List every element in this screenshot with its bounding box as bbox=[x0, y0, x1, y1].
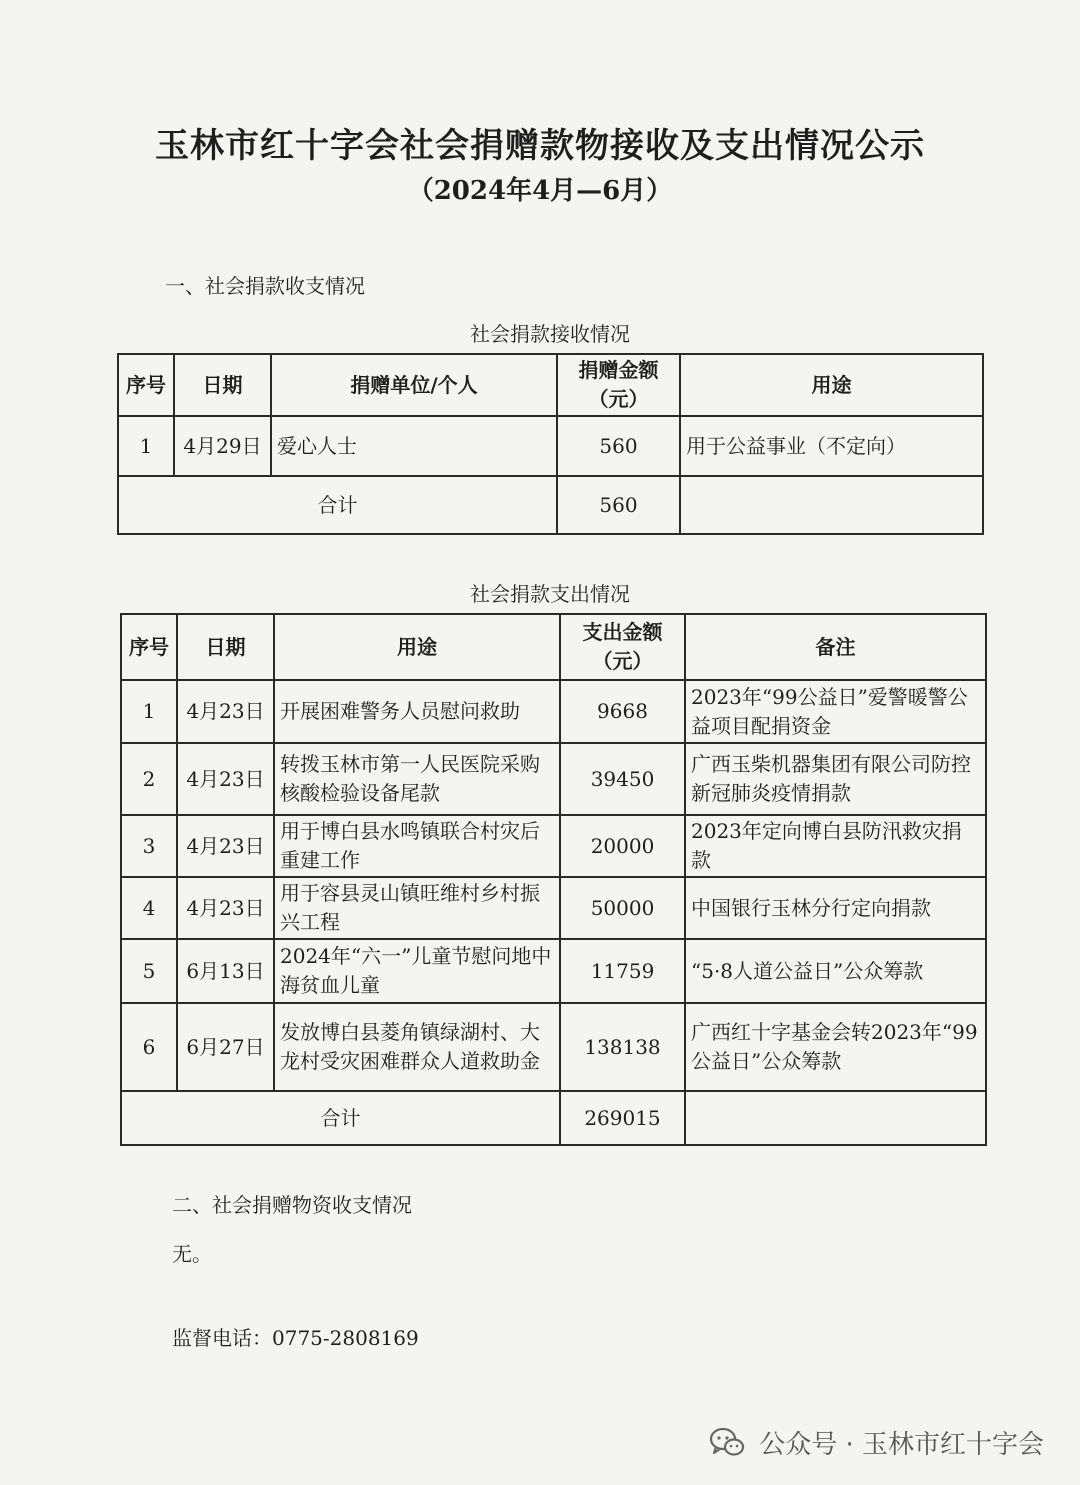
supervision-phone: 监督电话：0775-2808169 bbox=[172, 1326, 419, 1350]
total-label: 合计 bbox=[121, 1091, 560, 1145]
total-row bbox=[121, 1091, 986, 1145]
cell-purpose: 发放博白县菱角镇绿湖村、大龙村受灾困难群众人道救助金 bbox=[274, 1003, 560, 1091]
cell-amount: 9668 bbox=[560, 680, 685, 743]
cell-purpose: 用于博白县水鸣镇联合村灾后重建工作 bbox=[274, 815, 560, 877]
cell-remark: 2023年定向博白县防汛救灾捐款 bbox=[685, 815, 986, 877]
cell-remark: “5·8人道公益日”公众筹款 bbox=[685, 939, 986, 1003]
cell-no: 5 bbox=[121, 939, 177, 1003]
table-row bbox=[121, 815, 986, 877]
table-row bbox=[121, 680, 986, 743]
total-amount: 269015 bbox=[560, 1091, 685, 1145]
cell-amount: 11759 bbox=[560, 939, 685, 1003]
receipts-header-row bbox=[118, 354, 983, 416]
cell-no: 6 bbox=[121, 1003, 177, 1091]
cell-donor: 爱心人士 bbox=[271, 416, 557, 476]
cell-no: 2 bbox=[121, 743, 177, 815]
cell-remark: 广西玉柴机器集团有限公司防控新冠肺炎疫情捐款 bbox=[685, 743, 986, 815]
header-remark: 备注 bbox=[685, 614, 986, 680]
header-amount bbox=[557, 354, 680, 416]
cell-date: 4月23日 bbox=[177, 877, 274, 939]
cell-no: 3 bbox=[121, 815, 177, 877]
total-empty-cell bbox=[685, 1091, 986, 1145]
cell-no: 1 bbox=[118, 416, 174, 476]
cell-date: 6月13日 bbox=[177, 939, 274, 1003]
cell-date: 4月23日 bbox=[177, 743, 274, 815]
header-amount-line2: （元） bbox=[588, 387, 649, 411]
cell-amount: 20000 bbox=[560, 815, 685, 877]
document-subtitle: （2024年4月—6月） bbox=[407, 176, 673, 206]
cell-date: 4月23日 bbox=[177, 680, 274, 743]
wechat-watermark bbox=[707, 1422, 1044, 1462]
cell-date: 4月29日 bbox=[174, 416, 271, 476]
cell-purpose: 2024年“六一”儿童节慰问地中海贫血儿童 bbox=[274, 939, 560, 1003]
header-no: 序号 bbox=[118, 354, 174, 416]
total-empty-cell bbox=[680, 476, 983, 534]
section-heading-materials: 二、社会捐赠物资收支情况 bbox=[172, 1193, 412, 1217]
cell-no: 1 bbox=[121, 680, 177, 743]
section-materials-body: 无。 bbox=[172, 1242, 212, 1266]
cell-remark: 2023年“99公益日”爱警暖警公益项目配捐资金 bbox=[685, 680, 986, 743]
cell-amount: 560 bbox=[557, 416, 680, 476]
watermark-text: 公众号 · 玉林市红十字会 bbox=[759, 1429, 1044, 1460]
cell-no: 4 bbox=[121, 877, 177, 939]
header-date: 日期 bbox=[174, 354, 271, 416]
header-donor: 捐赠单位/个人 bbox=[271, 354, 557, 416]
cell-date: 4月23日 bbox=[177, 815, 274, 877]
cell-purpose: 用于公益事业（不定向） bbox=[680, 416, 983, 476]
expenditures-table-caption: 社会捐款支出情况 bbox=[470, 582, 630, 606]
header-amount bbox=[560, 614, 685, 680]
table-row bbox=[121, 743, 986, 815]
table-row bbox=[121, 877, 986, 939]
document-title: 玉林市红十字会社会捐赠款物接收及支出情况公示 bbox=[155, 126, 925, 166]
receipts-table-caption: 社会捐款接收情况 bbox=[470, 322, 630, 346]
cell-amount: 50000 bbox=[560, 877, 685, 939]
total-label: 合计 bbox=[118, 476, 557, 534]
table-row bbox=[121, 939, 986, 1003]
table-row bbox=[121, 1003, 986, 1091]
table-row bbox=[118, 416, 983, 476]
cell-purpose: 用于容县灵山镇旺维村乡村振兴工程 bbox=[274, 877, 560, 939]
section-heading-donations: 一、社会捐款收支情况 bbox=[165, 274, 365, 298]
cell-date: 6月27日 bbox=[177, 1003, 274, 1091]
cell-purpose: 转拨玉林市第一人民医院采购核酸检验设备尾款 bbox=[274, 743, 560, 815]
receipts-table bbox=[117, 353, 984, 535]
cell-remark: 中国银行玉林分行定向捐款 bbox=[685, 877, 986, 939]
cell-amount: 138138 bbox=[560, 1003, 685, 1091]
total-amount: 560 bbox=[557, 476, 680, 534]
header-purpose: 用途 bbox=[274, 614, 560, 680]
wechat-icon bbox=[707, 1422, 747, 1462]
header-amount-line2: （元） bbox=[592, 649, 653, 673]
total-row bbox=[118, 476, 983, 534]
cell-purpose: 开展困难警务人员慰问救助 bbox=[274, 680, 560, 743]
header-date: 日期 bbox=[177, 614, 274, 680]
cell-remark: 广西红十字基金会转2023年“99公益日”公众筹款 bbox=[685, 1003, 986, 1091]
header-amount-line1: 捐赠金额 bbox=[578, 358, 659, 382]
expenditures-table bbox=[120, 613, 987, 1146]
header-purpose: 用途 bbox=[680, 354, 983, 416]
expenditures-header-row bbox=[121, 614, 986, 680]
header-no: 序号 bbox=[121, 614, 177, 680]
cell-amount: 39450 bbox=[560, 743, 685, 815]
header-amount-line1: 支出金额 bbox=[582, 620, 663, 644]
